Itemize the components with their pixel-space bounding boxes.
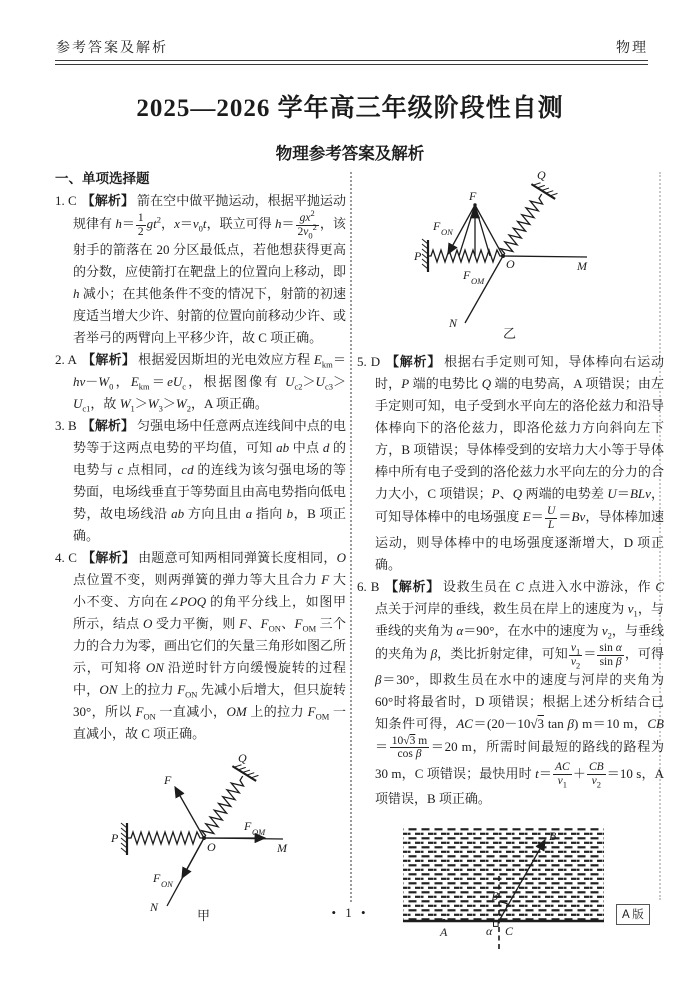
left-column <box>55 190 346 928</box>
question-label: 4. C <box>55 549 77 565</box>
label-M: M <box>277 840 287 855</box>
label-F-OM: F <box>244 818 252 833</box>
label-M: M <box>577 259 587 273</box>
figure-yi-vector-diagram <box>387 166 664 347</box>
label-F-ON-sub: ON <box>161 878 173 889</box>
right-column <box>357 166 664 963</box>
analysis-text: 箭在空中做平抛运动，根据平抛运动规律有 h＝ $\frac{1}{2}$ $gt^2$，$x=v_0t$，联立可得 h＝ $\frac{gx^2}{2v_0^2}$ ，该射手的箭落在 20 分区最低点，若他想获得更高的分数，应使箭打在靶盘上的位置向上移动，即 h 减小；在其他条件不变的情况下，射箭的初速度适当增大少许、射箭的位置向前移动少许、或者举弓的两臂向上平移少许，故 C 项正确。 <box>73 193 347 345</box>
label-P: P <box>414 249 422 263</box>
analysis-tag: 【解析】 <box>385 354 442 369</box>
label-F-OM-sub: OM <box>471 276 485 286</box>
label-Q: Q <box>238 750 247 765</box>
analysis-tag: 【解析】 <box>81 417 135 433</box>
question-label: 1. C <box>55 193 77 208</box>
header-subject: 物理 <box>616 41 648 56</box>
label-alpha: α <box>486 924 493 938</box>
label-C: C <box>505 924 514 938</box>
page-number: • 1 • <box>331 905 369 920</box>
figure-river-diagram <box>395 818 664 963</box>
label-F: F <box>469 189 477 203</box>
spring-force-diagram-jia <box>101 751 351 923</box>
label-B: B <box>549 829 557 843</box>
analysis-text: 根据爱因斯坦的光电效应方程 $E_{km}=h\nu-W_0$，$E_{km}=eU_c$，根据图像有 $U_{c2}>U_{c3}>U_{c1}$，故 $W_1>W_3>W_2$，A 项正确。 <box>73 351 346 414</box>
label-O: O <box>207 839 216 854</box>
label-F-ON: F <box>433 219 441 233</box>
question-label: 3. B <box>55 417 77 433</box>
answer-item-1 <box>55 190 346 349</box>
label-F-ON-sub: ON <box>441 227 453 237</box>
question-label: 6. B <box>357 578 380 594</box>
figure-jia-spring-diagram <box>101 751 346 928</box>
analysis-text: 设救生员在 C 点进入水中游泳，作 C 点关于河岸的垂线，救生员在岸上的速度为 $v_1$，与垂线的夹角为 α＝90°，在水中的速度为 $v_2$，与垂线的夹角为 β，类比折射定律，可知 $\frac{v_1}{v_2}$ ＝ $\frac{\text{sin α}}{\text{sin β}}$ ，可得 β＝30°，即救生员在水中的速度与河岸的夹角为 60°时将最省时，D 项错误；根据上述分析结合已知条件可得，AC＝(20－10√3 tan β) m＝10 m，CB＝ $\frac{10√3 m}{\text{cos β}}$ ＝20 m，所需时间最短的路线的路程为 30 m，C 项错误；最快用时 t＝ $\frac{AC}{v_1}$ ＋ $\frac{CB}{v_2}$ ＝10 s，A 项错误，B 项正确。 <box>375 578 664 806</box>
section-heading: 一、单项选择题 <box>55 171 150 186</box>
label-F: F <box>164 772 172 787</box>
answer-item-3 <box>55 415 346 547</box>
analysis-text: 由题意可知两相同弹簧长度相同，O 点位置不变，则两弹簧的弹力等大且合力 F 大小不变、方向在∠POQ 的角平分线上，如图甲所示，结点 O 受力平衡，则 F、$F_{ON}$、$F_{OM}$ 三个力的合力为零，画出它们的矢量三角形如图乙所示，可知将 ON 沿逆时针方向缓慢旋转的过程中，ON 上的拉力 $F_{ON}$ 先减小后增大，但只旋转 30°，所以 $F_{ON}$ 一直减小，OM 上的拉力 $F_{OM}$ 一直减小，故 C 项正确。 <box>73 549 347 741</box>
answer-item-5 <box>357 351 664 576</box>
analysis-text: 根据右手定则可知，导体棒向右运动时，P 端的电势比 Q 端的电势高，A 项错误；由左手定则可知，电子受到水平向左的洛伦兹力和沿导体棒向下的洛伦兹力，即洛伦兹力方向斜向左下方，B 项错误；导体棒受到的安培力大小等于导体棒中所有电子受到的洛伦兹力水平向左的分力的合力大小，C 项错误；P、Q 两端的电势差 U＝BLv，可知导体棒中的电场强度 E＝ $\frac{U}{L}$ ＝Bv，导体棒加速运动，则导体棒中的电场强度逐渐增大，D 项正确。 <box>375 354 664 572</box>
label-F-ON: F <box>153 870 161 885</box>
analysis-tag: 【解析】 <box>81 193 135 208</box>
analysis-text: 匀强电场中任意两点连线间中点的电势等于这两点电势的平均值，可知 ab 中点 d 的电势与 c 点相同，cd 的连线为该匀强电场的等势面，电场线垂直于等势面且由高电势指向低电势，故电场线沿 ab 方向且由 a 指向 b，B 项正确。 <box>73 417 347 543</box>
vector-triangle-diagram-yi <box>387 166 667 342</box>
analysis-tag: 【解析】 <box>384 578 440 594</box>
header-double-rule <box>55 60 648 65</box>
header-left-title: 参考答案及解析 <box>56 41 168 56</box>
label-N: N <box>150 899 159 914</box>
figure-caption-jia: 甲 <box>197 907 211 923</box>
label-P: P <box>111 830 119 845</box>
label-O: O <box>506 257 515 271</box>
edition-badge: A 版 <box>616 904 650 925</box>
question-label: 2. A <box>55 351 77 367</box>
answer-item-6 <box>357 576 664 810</box>
page-subtitle: 物理参考答案及解析 <box>275 145 425 163</box>
river-path-diagram <box>395 818 655 958</box>
label-A: A <box>440 925 448 939</box>
analysis-tag: 【解析】 <box>81 549 136 565</box>
figure-caption-yi: 乙 <box>503 326 517 341</box>
page-title: 2025—2026 学年高三年级阶段性自测 <box>136 95 564 122</box>
label-Q: Q <box>537 168 546 182</box>
label-beta: β <box>492 889 498 903</box>
label-F-OM-sub: OM <box>252 826 266 837</box>
question-label: 5. D <box>357 354 381 369</box>
answer-item-2 <box>55 349 346 415</box>
label-F-OM: F <box>463 268 471 282</box>
label-N: N <box>449 316 458 330</box>
answer-item-4 <box>55 547 346 745</box>
analysis-tag: 【解析】 <box>81 351 136 367</box>
